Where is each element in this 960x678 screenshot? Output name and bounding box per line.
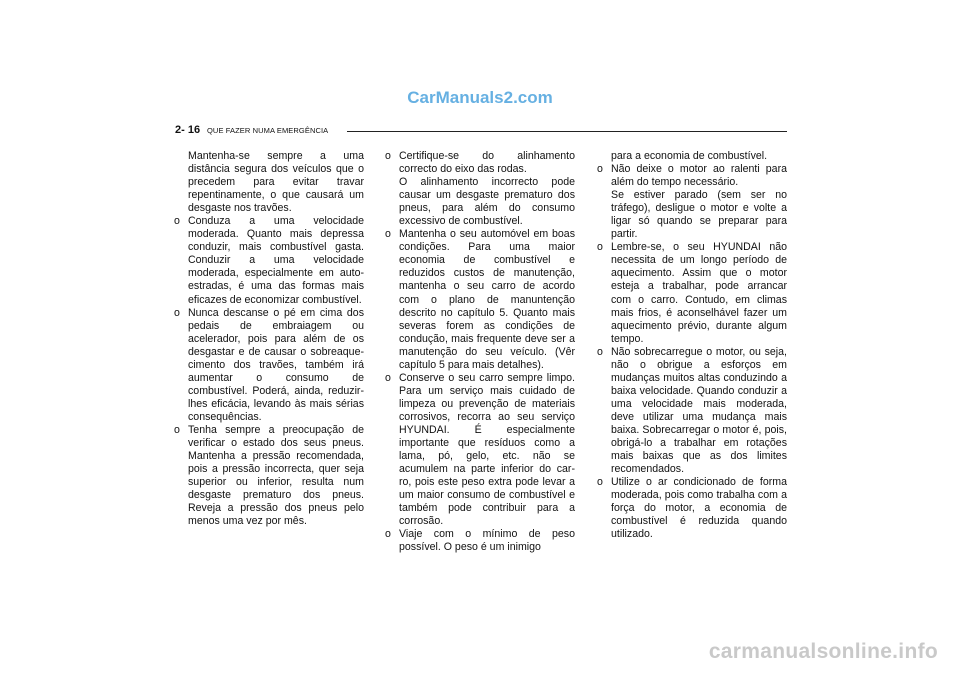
bullet-marker: o <box>385 371 391 384</box>
list-item <box>385 150 575 228</box>
list-item <box>597 150 787 163</box>
list-item <box>174 150 364 215</box>
paragraph: Utilize o ar condicionado de forma moderada, pois como trabalha com a força do motor, a economia de combustível é reduzida quando utilizado. <box>611 476 787 541</box>
watermark-top[interactable]: CarManuals2.com <box>407 88 553 107</box>
paragraph: Se estiver parado (sem ser no tráfego), desligue o motor e volte a ligar só quando se preparar para partir. <box>611 189 787 241</box>
paragraph: Tenha sempre a preocupação de verificar o estado dos seus pneus. Mantenha a pressão recomendada, pois a pressão incorrecta, quer seja superior ou inferior, resulta num desgaste prematuro dos pneus. Reveja a pressão dos pneus pelo menos uma vez por mês. <box>188 423 364 528</box>
bullet-marker: o <box>385 150 391 162</box>
list-item <box>174 215 364 306</box>
bullet-marker: o <box>597 241 603 254</box>
list-item <box>174 307 364 424</box>
bullet-marker: o <box>385 228 391 241</box>
paragraph: para a economia de combustível. <box>611 150 768 162</box>
paragraph: Certifique-se do alinhamento correcto do eixo das rodas. <box>399 150 575 176</box>
list-item <box>174 424 364 528</box>
text-column-3 <box>597 150 787 541</box>
bullet-marker: o <box>385 528 391 541</box>
paragraph: Mantenha o seu automóvel em boas condições. Para uma maior economia de combustível e reduzidos custos de manutenção, mantenha o seu carro de acordo com o plano de manuntenção descrito no capítulo 5. Quanto mais severas forem as condições de condução, mais frequente deve ser a manutenção do seu veículo. (Vêr capítulo 5 para mais detalhes). <box>399 228 575 371</box>
list-item <box>385 528 575 554</box>
bullet-marker: o <box>597 345 603 358</box>
paragraph: Não sobrecarregue o motor, ou seja, não o obrigue a esforços em mudanças muitos altas conduzindo a baixa velocidade. Quando conduzir a uma velocidade mais moderada, deve utilizar uma mudança mais baixa. Sobrecarregar o motor é, pois, obrigá-lo a trabalhar em rotações mais baixas que as dos limites recomendados. <box>611 345 787 476</box>
paragraph: Não deixe o motor ao ralenti para além do tempo necessário. <box>611 163 787 189</box>
paragraph: Viaje com o mínimo de peso possível. O peso é um inimigo <box>399 528 575 554</box>
bullet-marker: o <box>597 476 603 489</box>
bullet-marker: o <box>174 306 180 319</box>
paragraph: Conserve o seu carro sempre limpo. Para um serviço mais cuidado de limpeza ou prevenção de materiais corrosivos, recorra ao seu serviço HYUNDAI. É especialmente importante que resíduos como a lama, pó, gelo, etc. não se acumulem na parte inferior do car- ro, pois este peso extra pode levar a um maior consumo de combustível e também pode contribuir para a corrosão. <box>399 371 575 528</box>
text-column-1 <box>174 150 364 528</box>
watermark-bottom[interactable]: carmanualsonline.info <box>708 640 938 663</box>
list-item <box>385 228 575 372</box>
bullet-marker: o <box>597 163 603 176</box>
paragraph: Lembre-se, o seu HYUNDAI não necessita de um longo período de aquecimento. Assim que o motor esteja a trabalhar, pode arrancar com o carro. Contudo, em climas mais frios, é aconselhável fazer um aquecimento prévio, durante algum tempo. <box>611 241 787 345</box>
list-item <box>597 346 787 476</box>
text-column-2 <box>385 150 575 554</box>
list-item <box>597 163 787 241</box>
page-header <box>175 124 787 138</box>
paragraph: O alinhamento incorrecto pode causar um desgaste prematuro dos pneus, para além do consumo excessivo de combustível. <box>399 176 575 228</box>
list-item <box>597 241 787 345</box>
bullet-marker: o <box>174 215 180 228</box>
list-item <box>597 476 787 541</box>
page-number: 2- 16 <box>175 124 201 136</box>
section-title: QUE FAZER NUMA EMERGÊNCIA <box>207 126 329 135</box>
list-item <box>385 372 575 529</box>
bullet-marker: o <box>174 423 180 436</box>
paragraph: Mantenha-se sempre a uma distância segura dos veículos que o precedem para evitar travar repentinamente, o que causará um desgaste nos travões. <box>188 150 364 215</box>
paragraph: Conduza a uma velocidade moderada. Quanto mais depressa conduzir, mais combustível gasta. Conduzir a uma velocidade moderada, especialmente em auto-estradas, é uma das formas mais eficazes de economizar combustível. <box>188 215 364 306</box>
header-rule <box>347 131 787 132</box>
paragraph: Nunca descanse o pé em cima dos pedais de embraiagem ou acelerador, pois para além de os desgastar e de causar o sobreaque-cimento dos travões, também irá aumentar o consumo de combustível. Poderá, ainda, reduzir-lhes eficácia, levando às mais sérias consequências. <box>188 306 364 423</box>
